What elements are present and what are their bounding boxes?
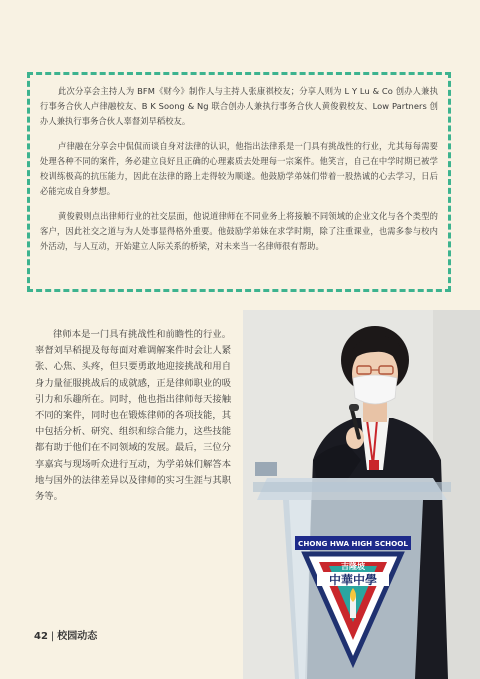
page-number: 42: [34, 631, 48, 642]
emblem-main-text: 中華中學: [328, 573, 378, 587]
info-box: [27, 72, 451, 292]
page-footer: [34, 627, 97, 642]
wong-paragraph: 黄俊毅则点出律师行业的社交层面，他说道律师在不同业务上将接触不同领域的企业文化与各个类型的客户，因此社交之道与为人处事显得格外重要。他鼓励学弟妹在求学时期，除了注重课业，也需多参与校内外活动，与人互动，开始建立人际关系的桥梁，对未来当一名律师很有帮助。: [40, 211, 438, 251]
lu-paragraph: 卢律融在分享会中侃侃而谈自身对法律的认识，他指出法律系是一门具有挑战性的行业，尤其每每需要处理各种不同的案件，务必建立良好且正确的心理素质去处理每一宗案件。他笑言，自己在中学时期已被学校训练极高的抗压能力，因此在法律的路上走得较为顺遂。他鼓励学弟妹们带着一股热诚的心去学习，日后必能完成自身梦想。: [40, 141, 438, 196]
footer-separator: |: [50, 631, 55, 642]
body-column: [35, 327, 231, 505]
intro-paragraph: 此次分享会主持人为 BFM《财今》制作人与主持人张康祺校友；分享人则为 L Y Lu & Co 创办人兼执行事务合伙人卢律融校友、B K Soong & Ng 联合创办人兼执行事务合伙人黄俊毅校友、Low Partners 创办人兼执行事务合伙人辜督刘早稻校友。: [40, 86, 438, 126]
emblem-top-text: 吉隆坡: [341, 562, 365, 571]
banner-text: CHONG HWA HIGH SCHOOL: [298, 539, 408, 548]
section-title: 校园动态: [57, 631, 98, 642]
speaker-photo: [243, 310, 480, 679]
body-paragraph: 律师本是一门具有挑战性和前瞻性的行业。辜督刘早稻提及每每面对难调解案件时会让人紧张、心焦、头疼，但只要勇敢地迎接挑战和用自身力量征服挑战后的成就感，正是律师职业的吸引力和乐趣所在。同时，他也指出律师每天接触不同的案件，同时也在锻炼律师的各项技能，其中包括分析、研究、组织和综合能力，这些技能都有助于他们在不同领域的发展。最后，三位分享嘉宾与现场听众进行互动，为学弟妹们解答本地与国外的法律差异以及律师的实习生涯与其职务等。: [35, 329, 231, 503]
